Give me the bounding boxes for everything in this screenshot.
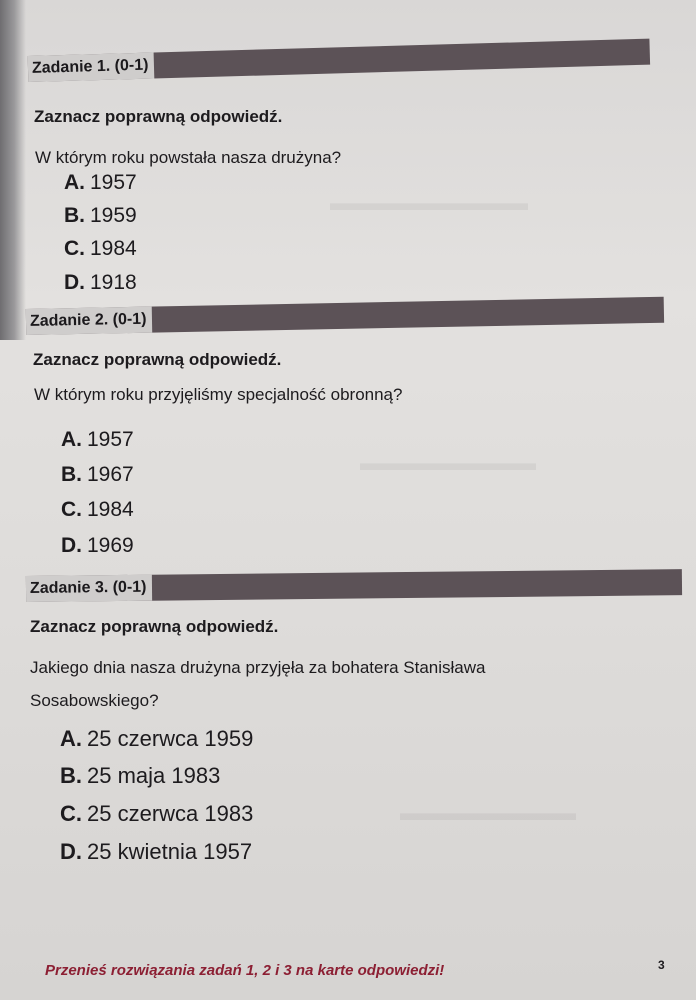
option-text: 25 czerwca 1959 [87, 726, 254, 751]
option-letter: D. [61, 534, 82, 557]
option-text: 1959 [90, 204, 137, 227]
option-text: 25 maja 1983 [87, 763, 221, 788]
task-3-question-line-2: Sosabowskiego? [30, 691, 159, 710]
page-edge-shadow [0, 0, 26, 340]
task-3-option-b[interactable] [60, 763, 220, 789]
option-letter: C. [61, 498, 82, 521]
task-2-option-a[interactable] [61, 428, 134, 452]
task-2-title: Zadanie 2. (0-1) [26, 307, 153, 335]
task-1-instruction: Zaznacz poprawną odpowiedź. [34, 107, 283, 126]
option-letter: A. [60, 726, 82, 751]
option-letter: C. [60, 801, 82, 826]
task-2-instruction: Zaznacz poprawną odpowiedź. [33, 350, 282, 369]
option-text: 1918 [90, 271, 137, 294]
task-1-option-d[interactable] [64, 271, 137, 295]
option-text: 25 czerwca 1983 [87, 801, 254, 826]
task-2-question: W którym roku przyjęliśmy specjalność obronną? [34, 385, 403, 404]
task-3-question-line-1: Jakiego dnia nasza drużyna przyjęła za bohatera Stanisława [30, 658, 486, 677]
option-text: 1969 [87, 534, 134, 557]
task-3-option-c[interactable] [60, 801, 253, 827]
bleed-through-decoration: ▬▬▬▬▬▬▬▬▬ [330, 190, 528, 215]
task-2-option-c[interactable] [61, 498, 134, 522]
footer-note: Przenieś rozwiązania zadań 1, 2 i 3 na karte odpowiedzi! [45, 962, 445, 979]
page-number: 3 [658, 958, 665, 972]
bleed-through-decoration: ▬▬▬▬▬▬▬▬ [360, 450, 536, 475]
task-3-instruction: Zaznacz poprawną odpowiedź. [30, 617, 279, 636]
task-1-question: W którym roku powstała nasza drużyna? [35, 148, 342, 167]
task-3-header [26, 569, 682, 602]
task-1-option-a[interactable] [64, 171, 137, 195]
task-2-header [26, 297, 664, 335]
option-text: 1984 [87, 498, 134, 521]
task-1-header [28, 39, 650, 82]
task-3-title: Zadanie 3. (0-1) [26, 575, 153, 602]
option-text: 1957 [90, 171, 137, 194]
bleed-through-decoration: ▬▬▬▬▬▬▬▬ [400, 800, 576, 825]
option-letter: B. [61, 463, 82, 486]
option-text: 25 kwietnia 1957 [87, 839, 253, 864]
option-letter: D. [64, 271, 85, 294]
option-text: 1967 [87, 463, 134, 486]
option-letter: A. [61, 428, 82, 451]
option-letter: C. [64, 237, 85, 260]
task-2-option-d[interactable] [61, 534, 134, 558]
option-text: 1984 [90, 237, 137, 260]
task-3-option-d[interactable] [60, 839, 252, 865]
task-1-option-b[interactable] [64, 204, 137, 228]
task-3-option-a[interactable] [60, 726, 253, 752]
option-letter: D. [60, 839, 82, 864]
option-letter: A. [64, 171, 85, 194]
option-letter: B. [64, 204, 85, 227]
option-letter: B. [60, 763, 82, 788]
option-text: 1957 [87, 428, 134, 451]
task-2-option-b[interactable] [61, 463, 134, 487]
task-1-title: Zadanie 1. (0-1) [28, 52, 155, 82]
task-1-option-c[interactable] [64, 237, 137, 261]
